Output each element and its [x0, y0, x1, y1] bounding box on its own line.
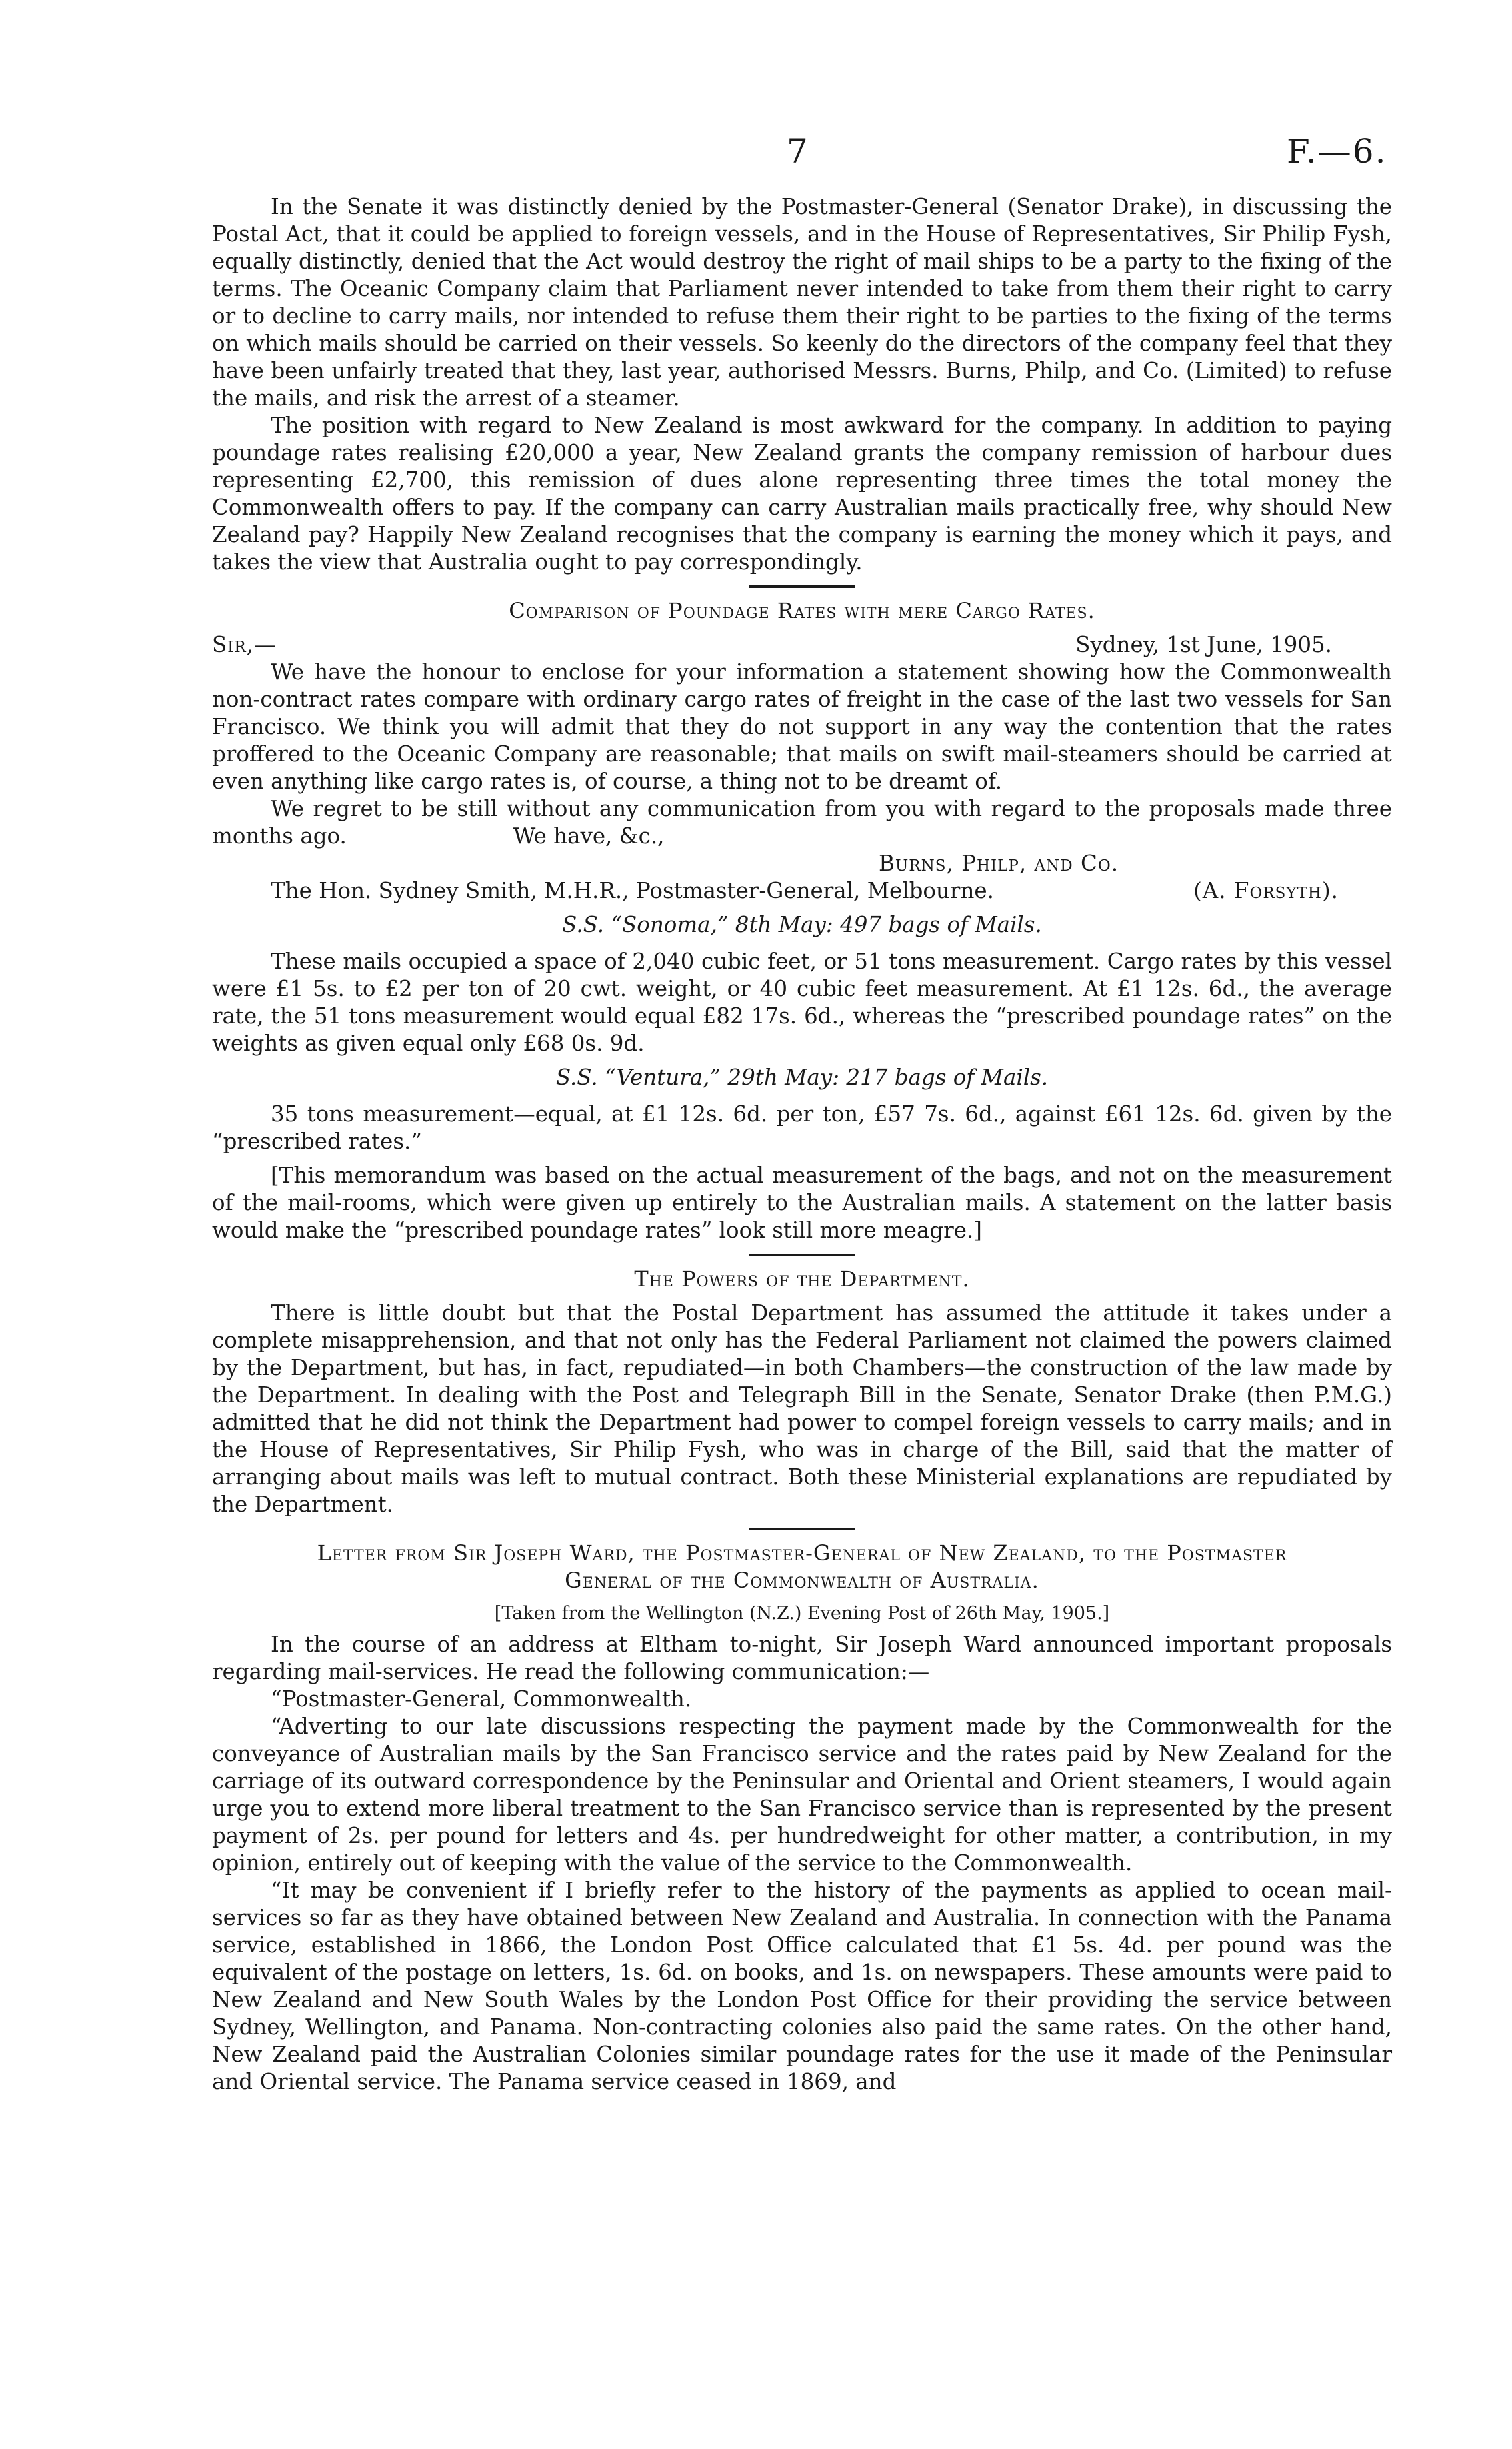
paragraph: In the Senate it was distinctly denied by the Postmaster-General (Senator Drake), in discussing the Postal Act, that it could be applied to foreign vessels, and in the House of Representatives, Sir Philip Fysh, equally distinctly, denied that the Act would destroy the right of mail ships to be a party to the fixing of the terms. The Oceanic Company claim that Parliament never intended to take from them their right to carry or to decline to carry mails, nor intended to refuse them their right to be parties to the fixing of the terms on which mails should be carried on their vessels. So keenly do the directors of the company feel that they have been unfairly treated that they, last year, authorised Messrs. Burns, Philp, and Co. (Limited) to refuse the mails, and risk the arrest of a steamer.	[212, 194, 1392, 411]
signatory: Burns, Philp, and Co.	[879, 851, 1119, 876]
section-divider	[749, 585, 855, 588]
paragraph: “Adverting to our late discussions respecting the payment made by the Commonwealth for the conveyance of Australian mails by the San Francisco service and the rates paid by New Zealand for the carriage of its outward correspondence by the Peninsular and Oriental and Orient steamers, I would again urge you to extend more liberal treatment to the San Francisco service than is represented by the present payment of 2s. per pound for letters and 4s. per hundredweight for other matter, a contribution, in my opinion, entirely out of keeping with the value of the service to the Commonwealth.	[212, 1714, 1392, 1876]
paragraph	[212, 795, 1392, 850]
section-heading	[212, 1540, 1392, 1594]
signer: (A. Forsyth).	[1193, 878, 1339, 903]
source-note: [Taken from the Wellington (N.Z.) Evening Post of 26th May, 1905.]	[494, 1603, 1110, 1624]
memorandum-note: [This memorandum was based on the actual measurement of the bags, and not on the measurement of the mail-rooms, which were given up entirely to the Australian mails. A statement on the latter basis would make the “prescribed poundage rates” look still more meagre.]	[212, 1163, 1392, 1243]
paragraph: The position with regard to New Zealand is most awkward for the company. In addition to paying poundage rates realising £20,000 a year, New Zealand grants the company remission of harbour dues representing £2,700, this remission of dues alone representing three times the total money the Commonwealth offers to pay. If the company can carry Australian mails practically free, why should New Zealand pay? Happily New Zealand recognises that the company is earning the money which it pays, and takes the view that Australia ought to pay correspondingly.	[212, 413, 1392, 575]
letter-header	[212, 631, 1392, 659]
heading-line: Letter from Sir Joseph Ward, the Postmaster-General of New Zealand, to the Postmaster	[317, 1540, 1287, 1566]
section-divider	[749, 1254, 855, 1256]
section-heading: Comparison of Poundage Rates with mere Cargo Rates.	[509, 598, 1095, 623]
paragraph: We have the honour to enclose for your information a statement showing how the Commonwealth non-contract rates compare with ordinary cargo rates of freight in the case of the last two vessels for San Francisco. We think you will admit that they do not support in any way the contention that the rates proffered to the Oceanic Company are reasonable; that mails on swift mail-steamers should be carried at even anything like cargo rates is, of course, a thing not to be dreamt of.	[212, 659, 1392, 794]
addressee: The Hon. Sydney Smith, M.H.R., Postmaster-General, Melbourne.	[271, 878, 994, 903]
letter-date: Sydney, 1st June, 1905.	[1075, 632, 1332, 657]
paragraph: There is little doubt but that the Postal Department has assumed the attitude it takes under a complete misapprehension, and that not only has the Federal Parliament not claimed the powers claimed by the Department, but has, in fact, repudiated—in both Chambers—the construction of the law made by the Department. In dealing with the Post and Telegraph Bill in the Senate, Senator Drake (then P.M.G.) admitted that he did not think the Department had power to compel foreign vessels to carry mails; and in the House of Representatives, Sir Philip Fysh, who was in charge of the Bill, said that the matter of arranging about mails was left to mutual contract. Both these Ministerial explanations are repudiated by the Department.	[212, 1300, 1392, 1517]
vessel-heading: S.S. “Ventura,” 29th May: 217 bags of Mails.	[555, 1065, 1049, 1090]
heading-line: General of the Commonwealth of Australia.	[565, 1568, 1039, 1593]
page-number: 7	[787, 132, 808, 171]
section-heading: The Powers of the Department.	[634, 1266, 970, 1292]
vessel-heading: S.S. “Sonoma,” 8th May: 497 bags of Mails.	[562, 912, 1042, 937]
paragraph: In the course of an address at Eltham to-night, Sir Joseph Ward announced important proposals regarding mail-services. He read the following communication:—	[212, 1632, 1392, 1684]
document-reference: F.—6.	[1287, 132, 1387, 171]
salutation: Sir,—	[212, 632, 277, 657]
paragraph: 35 tons measurement—equal, at £1 12s. 6d. per ton, £57 7s. 6d., against £61 12s. 6d. given by the “prescribed rates.”	[212, 1101, 1392, 1154]
paragraph: “Postmaster-General, Commonwealth.	[271, 1686, 692, 1712]
document-body	[212, 193, 1392, 2096]
section-divider	[749, 1528, 855, 1530]
letter-closing: We have, &c.,	[513, 823, 665, 849]
letter-footer	[212, 877, 1392, 905]
paragraph-text: We regret to be still without any communication from you with regard to the proposals made three months ago.	[212, 796, 1392, 849]
paragraph: “It may be convenient if I briefly refer to the history of the payments as applied to ocean mail-services so far as they have obtained between New Zealand and Australia. In connection with the Panama service, established in 1866, the London Post Office calculated that £1 5s. 4d. per pound was the equivalent of the postage on letters, 1s. 6d. on books, and 1s. on newspapers. These amounts were paid to New Zealand and New South Wales by the London Post Office for their providing the service between Sydney, Wellington, and Panama. Non-contracting colonies also paid the same rates. On the other hand, New Zealand paid the Australian Colonies similar poundage rates for the use it made of the Peninsular and Oriental service. The Panama service ceased in 1869, and	[212, 1878, 1392, 2094]
paragraph: These mails occupied a space of 2,040 cubic feet, or 51 tons measurement. Cargo rates by this vessel were £1 5s. to £2 per ton of 20 cwt. weight, or 40 cubic feet measurement. At £1 12s. 6d., the average rate, the 51 tons measurement would equal £82 17s. 6d., whereas the “prescribed poundage rates” on the weights as given equal only £68 0s. 9d.	[212, 949, 1392, 1056]
